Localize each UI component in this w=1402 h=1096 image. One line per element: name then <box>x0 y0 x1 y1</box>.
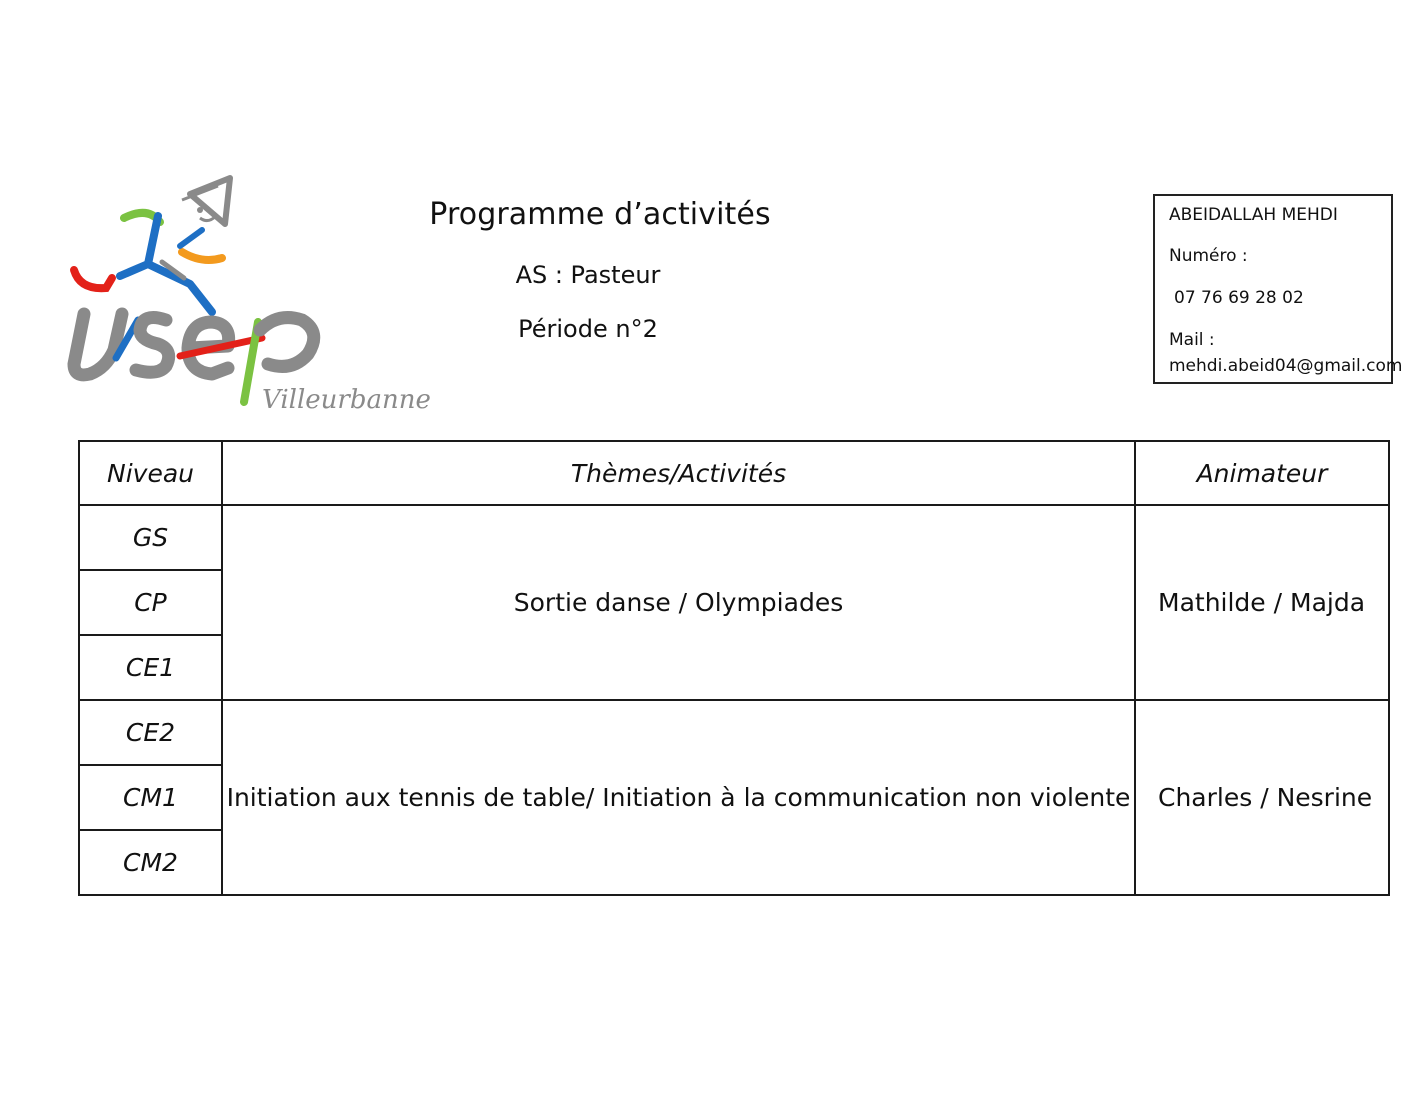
header-animateur: Animateur <box>1135 441 1389 505</box>
header-niveau: Niveau <box>79 441 222 505</box>
phone-number: 07 76 69 28 02 <box>1174 288 1304 308</box>
level-cell: CM2 <box>79 830 222 895</box>
animator-cell: Mathilde / Majda <box>1135 505 1389 700</box>
level-cell: CP <box>79 570 222 635</box>
logo-subtext: Villeurbanne <box>262 385 431 415</box>
header-themes: Thèmes/Activités <box>222 441 1135 505</box>
schedule-table <box>78 440 1390 896</box>
table-row <box>79 505 1389 570</box>
animator-cell: Charles / Nesrine <box>1135 700 1389 895</box>
level-cell: GS <box>79 505 222 570</box>
page-title: Programme d’activités <box>429 197 771 232</box>
mail-label: Mail : <box>1169 330 1215 350</box>
table-row <box>79 700 1389 765</box>
level-cell: CE2 <box>79 700 222 765</box>
table-header-row <box>79 441 1389 505</box>
contact-name: ABEIDALLAH MEHDI <box>1169 205 1338 225</box>
theme-cell: Sortie danse / Olympiades <box>222 505 1135 700</box>
level-cell: CE1 <box>79 635 222 700</box>
mail-address: mehdi.abeid04@gmail.com <box>1169 356 1402 376</box>
phone-label: Numéro : <box>1169 246 1248 266</box>
schedule-table-wrapper <box>78 440 1388 902</box>
contact-box <box>1153 194 1402 384</box>
level-cell: CM1 <box>79 765 222 830</box>
period-label: Période n°2 <box>518 315 658 343</box>
school-name: AS : Pasteur <box>515 261 661 289</box>
theme-cell: Initiation aux tennis de table/ Initiation à la communication non violente <box>222 700 1135 895</box>
